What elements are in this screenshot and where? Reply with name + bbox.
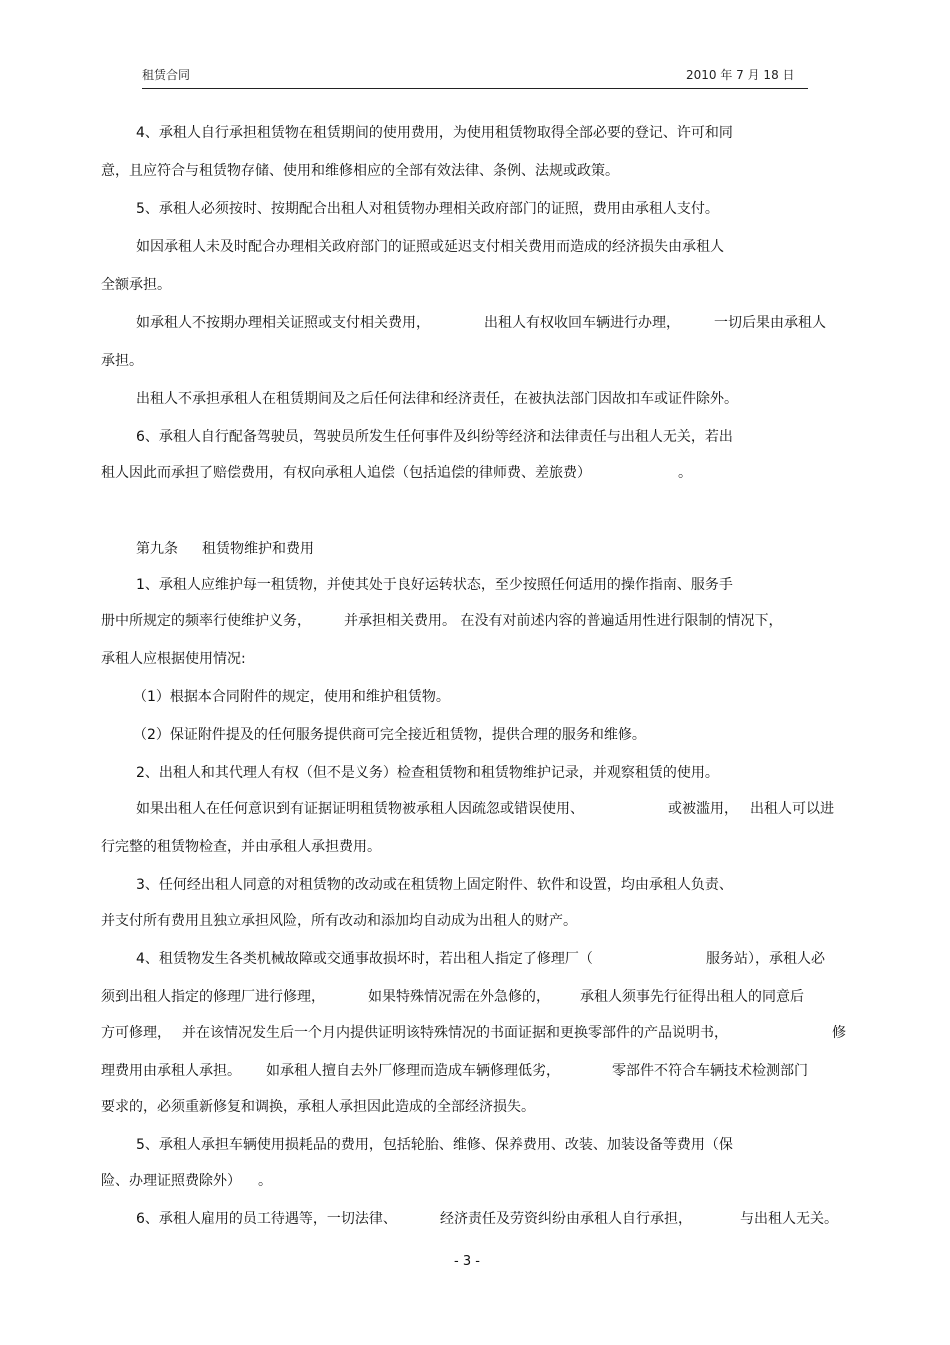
text-line: 承租人须事先行征得出租人的同意后 (580, 989, 804, 1005)
article-number: 第九条 (136, 541, 178, 557)
text-line: 。 (258, 1173, 272, 1189)
text-line: 2、出租人和其代理人有权（但不是义务）检查租赁物和租赁物维护记录，并观察租赁的使用。 (136, 765, 719, 781)
text-line: 要求的，必须重新修复和调换，承租人承担因此造成的全部经济损失。 (101, 1099, 535, 1115)
text-line: 出租人不承担承租人在租赁期间及之后任何法律和经济责任，在被执法部门因故扣车或证件除外。 (136, 391, 738, 407)
text-line: 3、任何经出租人同意的对租赁物的改动或在租赁物上固定附件、软件和设置，均由承租人负责、 (136, 877, 733, 893)
text-line: 服务站），承租人必 (706, 951, 825, 967)
text-line: 全额承担。 (101, 277, 171, 293)
text-line: 如因承租人未及时配合办理相关政府部门的证照或延迟支付相关费用而造成的经济损失由承租人 (136, 239, 724, 255)
text-line: 行完整的租赁物检查，并由承租人承担费用。 (101, 839, 381, 855)
text-line: （1）根据本合同附件的规定，使用和维护租赁物。 (133, 689, 450, 705)
text-line: 修 (832, 1025, 846, 1041)
text-line: 零部件不符合车辆技术检测部门 (612, 1063, 808, 1079)
text-line: 4、租赁物发生各类机械故障或交通事故损坏时，若出租人指定了修理厂（ (136, 951, 593, 967)
text-line: 租人因此而承担了赔偿费用，有权向承租人追偿（包括追偿的律师费、差旅费） (101, 465, 591, 481)
text-line: 如果出租人在任何意识到有证据证明租赁物被承租人因疏忽或错误使用、 (136, 801, 584, 817)
text-line: 1、承租人应维护每一租赁物，并使其处于良好运转状态，至少按照任何适用的操作指南、服务手 (136, 577, 733, 593)
text-line: 方可修理， (101, 1025, 171, 1041)
text-line: 出租人有权收回车辆进行办理， (484, 315, 680, 331)
text-line: 出租人可以进 (750, 801, 834, 817)
header-rule (142, 88, 808, 89)
text-line: 5、承租人必须按时、按期配合出租人对租赁物办理相关政府部门的证照，费用由承租人支付。 (136, 201, 719, 217)
header-title: 租赁合同 (142, 68, 191, 82)
text-line: 意，且应符合与租赁物存储、使用和维修相应的全部有效法律、条例、法规或政策。 (101, 163, 619, 179)
text-line: （2）保证附件提及的任何服务提供商可完全接近租赁物，提供合理的服务和维修。 (133, 727, 646, 743)
text-line: 册中所规定的频率行使维护义务， (101, 613, 311, 629)
text-line: 一切后果由承租人 (714, 315, 826, 331)
text-line: 承担。 (101, 353, 143, 369)
page-number: - 3 - (454, 1254, 480, 1269)
article-title: 租赁物维护和费用 (202, 541, 314, 557)
header-date: 2010 年 7 月 18 日 (686, 68, 795, 82)
text-line: 理费用由承租人承担。 (101, 1063, 241, 1079)
text-line: 。 (678, 465, 692, 481)
text-line: 经济责任及劳资纠纷由承租人自行承担， (440, 1211, 692, 1227)
text-line: 或被滥用， (668, 801, 738, 817)
text-line: 承租人应根据使用情况: (101, 651, 246, 667)
text-line: 并在该情况发生后一个月内提供证明该特殊情况的书面证据和更换零部件的产品说明书， (182, 1025, 728, 1041)
text-line: 如果特殊情况需在外急修的， (368, 989, 550, 1005)
text-line: 6、承租人自行配备驾驶员，驾驶员所发生任何事件及纠纷等经济和法律责任与出租人无关，若出 (136, 429, 733, 445)
text-line: 险、办理证照费除外） (101, 1173, 241, 1189)
text-line: 5、承租人承担车辆使用损耗品的费用，包括轮胎、维修、保养费用、改装、加装设备等费用（保 (136, 1137, 733, 1153)
text-line: 与出租人无关。 (740, 1211, 838, 1227)
text-line: 如承租人不按期办理相关证照或支付相关费用， (136, 315, 430, 331)
text-line: 并支付所有费用且独立承担风险，所有改动和添加均自动成为出租人的财产。 (101, 913, 577, 929)
text-line: 6、承租人雇用的员工待遇等，一切法律、 (136, 1211, 397, 1227)
text-line: 如承租人擅自去外厂修理而造成车辆修理低劣， (266, 1063, 560, 1079)
text-line: 并承担相关费用。 在没有对前述内容的普遍适用性进行限制的情况下， (344, 613, 783, 629)
text-line: 须到出租人指定的修理厂进行修理， (101, 989, 325, 1005)
text-line: 4、承租人自行承担租赁物在租赁期间的使用费用，为使用租赁物取得全部必要的登记、许可和同 (136, 125, 733, 141)
